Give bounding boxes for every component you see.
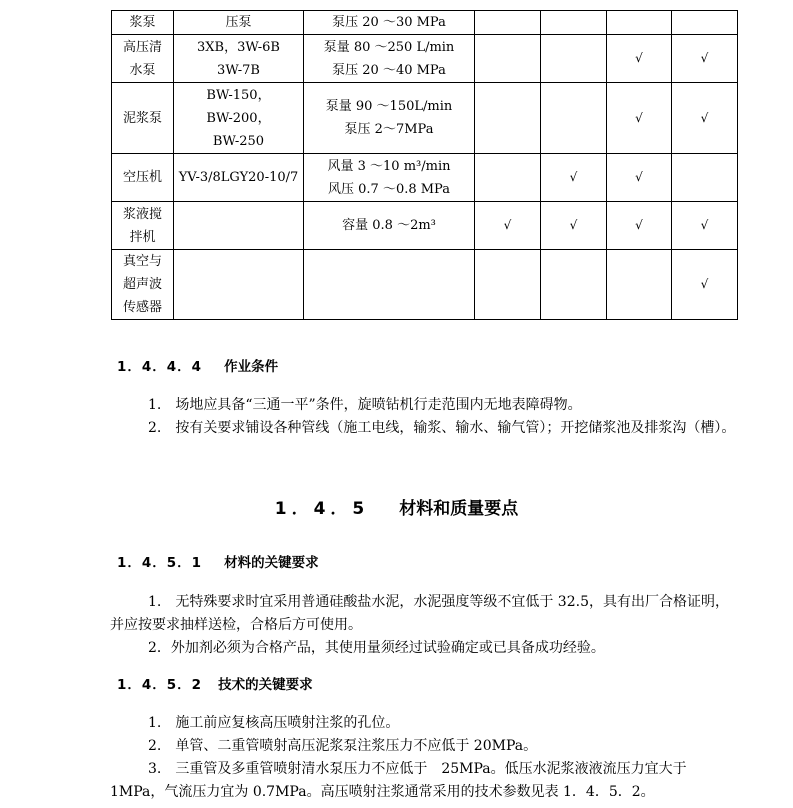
check-cell	[672, 250, 738, 320]
check-cell	[475, 11, 541, 35]
check-cell	[672, 83, 738, 154]
check-cell	[541, 35, 607, 83]
equipment-params-cell	[304, 202, 475, 250]
equipment-params-cell-line: 容量 0.8 ～2m³	[342, 218, 436, 233]
check-cell	[475, 154, 541, 202]
check-mark-icon: √	[635, 110, 643, 125]
section-number: 1．4．4．4	[117, 359, 203, 375]
check-mark-icon: √	[700, 218, 709, 232]
table-row	[112, 154, 738, 202]
check-mark-icon: √	[503, 218, 512, 232]
equipment-table	[111, 10, 738, 320]
equipment-name-cell-line: 泥浆泵	[122, 110, 162, 126]
check-cell	[475, 35, 541, 83]
section-number: 1．4．5．1	[117, 555, 203, 571]
check-cell	[475, 83, 541, 154]
check-cell	[541, 83, 607, 154]
paragraph: 2. 单管、二重管喷射高压泥浆泵注浆压力不应低于 20MPa。	[148, 738, 538, 754]
check-cell	[607, 11, 672, 35]
equipment-params-cell-line: 泵压 20 ～40 MPa	[332, 62, 446, 78]
check-cell	[607, 250, 672, 320]
paragraph: 1. 场地应具备“三通一平”条件，旋喷钻机行走范围内无地表障碍物。	[148, 397, 582, 413]
equipment-params-cell-line: 泵压 20 ～30 MPa	[332, 15, 446, 30]
check-cell	[541, 250, 607, 320]
check-cell	[541, 202, 607, 250]
equipment-name-cell-line: 传感器	[122, 300, 162, 315]
equipment-params-cell	[304, 35, 475, 83]
check-mark-icon: √	[700, 51, 709, 65]
equipment-name-cell	[112, 83, 174, 154]
equipment-name-cell-line: 高压清	[122, 39, 162, 55]
check-cell	[672, 35, 738, 83]
equipment-name-cell	[112, 202, 174, 250]
equipment-model-cell	[174, 202, 304, 250]
paragraph: 1. 无特殊要求时宜采用普通硅酸盐水泥，水泥强度等级不宜低于 32.5，具有出厂合格证明，并应按要求抽样送检，合格后方可使用。	[110, 594, 729, 633]
check-mark-icon: √	[635, 170, 643, 184]
check-cell	[607, 202, 672, 250]
equipment-params-cell-line: 风量 3 ～10 m³/min	[327, 158, 451, 174]
section-title: 技术的关键要求	[218, 677, 313, 693]
section-number: 1．4．5	[274, 499, 370, 519]
table-row	[112, 202, 738, 250]
check-mark-icon: √	[635, 218, 643, 232]
paragraph: 2. 按有关要求铺设各种管线（施工电线，输浆、输水、输气管）；开挖储浆池及排浆沟（槽）。	[148, 420, 736, 436]
check-cell	[541, 11, 607, 35]
check-cell	[475, 250, 541, 320]
check-cell	[672, 202, 738, 250]
check-cell	[475, 202, 541, 250]
section-1-4-4-4-heading	[117, 355, 278, 375]
equipment-model-cell-line: 3XB，3W-6B	[197, 39, 280, 55]
equipment-name-cell-line: 水泵	[129, 62, 156, 78]
section-number: 1．4．5．2	[117, 677, 203, 693]
table-row	[112, 11, 738, 35]
check-cell	[541, 154, 607, 202]
section-1-4-5-2-heading	[117, 673, 313, 693]
section-1-4-4-4-body	[110, 394, 736, 440]
section-1-4-5-heading	[0, 494, 793, 519]
equipment-model-cell	[174, 250, 304, 320]
equipment-name-cell	[112, 11, 174, 35]
section-title: 材料的关键要求	[224, 555, 319, 571]
equipment-name-cell	[112, 35, 174, 83]
section-1-4-5-1-heading	[117, 551, 319, 571]
check-mark-icon: √	[635, 51, 643, 65]
equipment-model-cell-line: BW-200，	[206, 110, 271, 126]
equipment-name-cell-line: 浆液搅	[122, 206, 162, 222]
section-title: 作业条件	[224, 359, 279, 375]
equipment-model-cell-line: YV-3/8LGY20-10/7	[178, 170, 299, 185]
equipment-params-cell	[304, 154, 475, 202]
equipment-name-cell-line: 拌机	[129, 229, 156, 245]
paragraph: 3. 三重管及多重管喷射清水泵压力不应低于 25MPa。低压水泥浆液液流压力宜大于 1MPa，气流压力宜为 0.7MPa。高压喷射注浆通常采用的技术参数见表 1．4．5．2。	[110, 761, 687, 800]
equipment-params-cell-line: 泵量 80 ～250 L/min	[323, 39, 455, 55]
table-row	[112, 83, 738, 154]
equipment-params-cell-line: 泵压 2～7MPa	[344, 122, 434, 137]
equipment-name-cell-line: 空压机	[122, 170, 162, 185]
equipment-name-cell-line: 超声波	[122, 277, 162, 292]
equipment-model-cell-line: BW-150，	[206, 87, 271, 103]
equipment-params-cell	[304, 11, 475, 35]
check-mark-icon: √	[700, 110, 709, 125]
equipment-model-cell-line: 压泵	[225, 15, 252, 30]
table-row	[112, 250, 738, 320]
equipment-name-cell	[112, 154, 174, 202]
equipment-model-cell-line: BW-250	[212, 133, 265, 149]
section-1-4-5-2-body	[110, 712, 736, 804]
equipment-params-cell	[304, 83, 475, 154]
section-1-4-5-1-body	[110, 591, 736, 660]
equipment-params-cell-line: 泵量 90 ～150L/min	[325, 99, 453, 114]
equipment-params-cell-line: 风压 0.7 ～0.8 MPa	[328, 181, 450, 197]
equipment-name-cell-line: 浆泵	[129, 15, 156, 30]
paragraph: 2．外加剂必须为合格产品，其使用量须经过试验确定或已具备成功经验。	[148, 640, 605, 656]
equipment-params-cell	[304, 250, 475, 320]
check-cell	[672, 11, 738, 35]
check-mark-icon: √	[569, 218, 578, 232]
equipment-name-cell	[112, 250, 174, 320]
equipment-model-cell	[174, 154, 304, 202]
section-title: 材料和质量要点	[399, 499, 519, 519]
equipment-table-body	[112, 11, 738, 320]
check-cell	[607, 154, 672, 202]
check-cell	[672, 154, 738, 202]
check-mark-icon: √	[569, 170, 578, 184]
equipment-model-cell	[174, 83, 304, 154]
table-row	[112, 35, 738, 83]
equipment-model-cell-line: 3W-7B	[217, 62, 260, 78]
paragraph: 1. 施工前应复核高压喷射注浆的孔位。	[148, 715, 400, 731]
equipment-name-cell-line: 真空与	[122, 254, 162, 269]
check-cell	[607, 35, 672, 83]
equipment-model-cell	[174, 11, 304, 35]
check-cell	[607, 83, 672, 154]
equipment-model-cell	[174, 35, 304, 83]
check-mark-icon: √	[700, 277, 709, 291]
